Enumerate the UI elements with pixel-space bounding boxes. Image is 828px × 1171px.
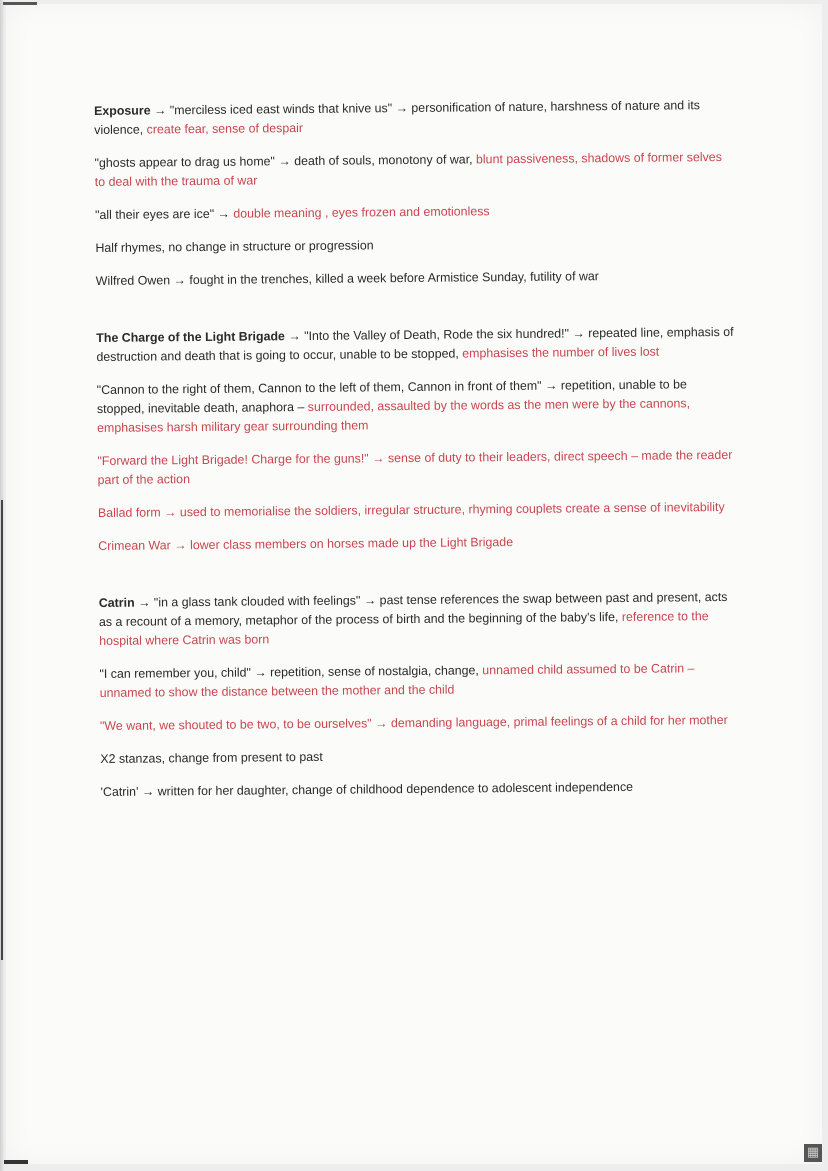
- note-line: [100, 744, 740, 769]
- annotation-text: blunt passiveness, shadows of former selves to deal with the trauma of war: [94, 149, 722, 189]
- annotation-text: "Forward the Light Brigade! Charge for the guns!" → sense of duty to their leaders, direct speech – made the reader part of the action: [97, 447, 733, 487]
- annotation-text: create fear, sense of despair: [146, 120, 304, 137]
- note-line: [97, 375, 738, 438]
- scan-edge-stripe: [1, 500, 3, 960]
- section-the-charge-of-the-light-brigade: [96, 323, 738, 556]
- note-line: [99, 588, 740, 651]
- annotation-text: unnamed child assumed to be Catrin – unnamed to show the distance between the mother and the child: [99, 661, 695, 700]
- note-line: [97, 446, 737, 490]
- corner-icon: ▦: [804, 1144, 822, 1162]
- annotation-text: "We want, we shouted to be two, to be ourselves" → demanding language, primal feelings of a child for her mother: [99, 712, 728, 733]
- note-line: [98, 531, 738, 556]
- note-line: [100, 711, 740, 736]
- scan-bottom-mark: [4, 1160, 28, 1164]
- note-text: → "merciless iced east winds that knive us" → personification of nature, harshness of nature and its violence,: [94, 98, 701, 137]
- note-line: [96, 323, 736, 367]
- annotation-text: surrounded, assaulted by the words as the men were by the cannons, emphasises harsh military gear surrounding them: [97, 396, 691, 435]
- poem-title: Catrin: [98, 595, 135, 610]
- revision-notes: [94, 96, 741, 802]
- note-text: "Cannon to the right of them, Cannon to the left of them, Cannon in front of them" → repetition, unable to be stopped, inevitable death, anaphora –: [96, 377, 687, 416]
- poem-title: The Charge of the Light Brigade: [96, 329, 285, 345]
- note-line: [98, 498, 738, 523]
- annotation-text: Ballad form → used to memorialise the soldiers, irregular structure, rhyming couplets create a sense of inevitability: [97, 499, 725, 520]
- note-text: X2 stanzas, change from present to past: [100, 749, 323, 766]
- note-text: 'Catrin' → written for her daughter, change of childhood dependence to adolescent independence: [100, 779, 634, 799]
- note-line: [99, 659, 739, 703]
- section-exposure: [94, 96, 736, 291]
- note-text: → "in a glass tank clouded with feelings" → past tense references the swap between past and present, acts as a recount of a memory, metaphor of the process of birth and the beginning of the baby's life,: [98, 589, 728, 629]
- note-text: "I can remember you, child" → repetition, sense of nostalgia, change,: [99, 663, 483, 681]
- note-line: [95, 200, 735, 225]
- note-line: [94, 96, 734, 140]
- note-text: "all their eyes are ice" →: [95, 206, 234, 222]
- note-text: "ghosts appear to drag us home" → death of souls, monotony of war,: [94, 152, 477, 170]
- section-catrin: [99, 588, 741, 802]
- note-text: Half rhymes, no change in structure or progression: [95, 238, 374, 255]
- note-text: Wilfred Owen → fought in the trenches, killed a week before Armistice Sunday, futility of war: [95, 269, 599, 288]
- annotation-text: Crimean War → lower class members on horses made up the Light Brigade: [98, 534, 514, 553]
- annotation-text: double meaning , eyes frozen and emotionless: [233, 204, 490, 221]
- scan-corner-mark: [3, 2, 37, 5]
- annotation-text: emphasises the number of lives lost: [462, 344, 660, 361]
- note-line: [94, 148, 734, 192]
- note-line: [95, 233, 735, 258]
- poem-title: Exposure: [94, 103, 151, 118]
- note-text: → "Into the Valley of Death, Rode the six hundred!" → repeated line, emphasis of destruction and death that is going to occur, unable to be stopped,: [96, 324, 734, 364]
- note-line: [96, 266, 736, 291]
- annotation-text: reference to the hospital where Catrin was born: [99, 609, 709, 648]
